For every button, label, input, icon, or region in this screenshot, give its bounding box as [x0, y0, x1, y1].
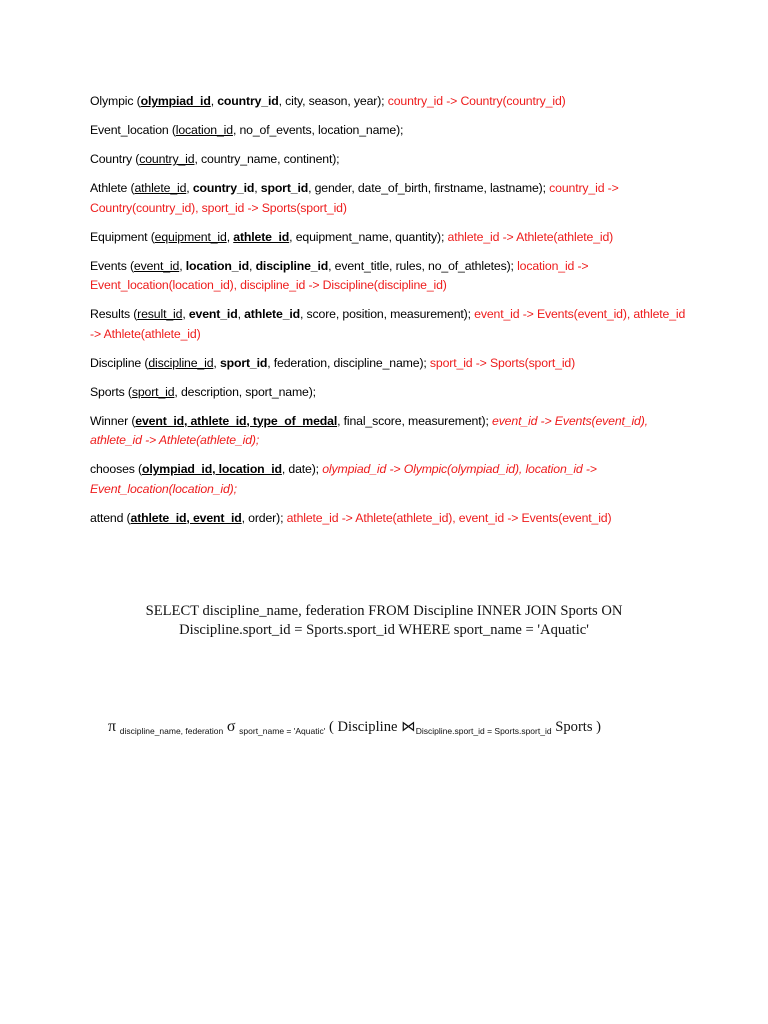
schema-text: , gender, date_of_birth, firstname, lastname);	[308, 181, 550, 195]
primary-key: olympiad_id	[140, 94, 211, 108]
selection-condition: sport_name = 'Aquatic'	[239, 726, 326, 736]
primary-key: olympiad_id, location_id	[141, 462, 282, 476]
sql-query	[0, 602, 768, 640]
schema-text: , description, sport_name);	[174, 384, 316, 399]
schema-text: , country_name, continent);	[194, 152, 340, 166]
primary-key: country_id	[139, 152, 195, 166]
schema-text: , date);	[281, 462, 323, 476]
foreign-key-reference: olympiad_id -> Olympic(olympiad_id), location_id -> Event_location(location_id);	[90, 462, 597, 496]
schema-relation-equipment	[90, 228, 690, 248]
schema-text: athlete_id	[244, 307, 301, 321]
schema-text: event_id	[188, 307, 238, 321]
schema-text: Sports (	[90, 384, 132, 399]
foreign-key-reference: country_id -> Country(country_id)	[387, 94, 566, 108]
schema-relation-attend	[90, 509, 690, 529]
primary-key: athlete_id	[233, 229, 290, 244]
schema-text: Winner (	[90, 413, 136, 428]
foreign-key-reference: country_id -> Country(country_id), sport_id -> Sports(sport_id)	[90, 181, 619, 215]
primary-key: discipline_id	[148, 355, 214, 370]
schema-text: , no_of_events, location_name);	[232, 123, 404, 137]
primary-key: location_id	[175, 123, 233, 137]
schema-text: ,	[226, 229, 234, 244]
schema-text: country_id	[217, 94, 279, 108]
schema-text: ,	[186, 181, 193, 195]
projection-attributes: discipline_name, federation	[119, 726, 224, 736]
sql-line-1: SELECT discipline_name, federation FROM Discipline INNER JOIN Sports ON	[145, 603, 623, 619]
schema-text: country_id	[192, 181, 255, 195]
schema-text: , city, season, year);	[278, 94, 388, 108]
primary-key: equipment_id	[154, 229, 227, 244]
primary-key: event_id	[133, 258, 180, 273]
primary-key: event_id, athlete_id, type_of_medal	[135, 413, 338, 428]
schema-text: sport_id	[260, 181, 309, 195]
schema-text: Results (	[90, 307, 138, 321]
schema-text: attend (	[90, 510, 131, 525]
projection-symbol: π	[108, 718, 117, 735]
primary-key: result_id	[137, 307, 183, 321]
foreign-key-reference: location_id -> Event_location(location_id), discipline_id -> Discipline(discipline_id)	[90, 258, 589, 292]
schema-text: ,	[213, 355, 220, 370]
schema-relation-country	[90, 150, 690, 170]
schema-relation-sports	[90, 383, 690, 403]
left-relation: ( Discipline	[328, 719, 398, 735]
schema-relation-events	[90, 257, 690, 296]
relational-algebra-expression	[108, 716, 601, 742]
schema-text: Athlete (	[90, 181, 135, 195]
schema-text: location_id	[185, 258, 250, 273]
join-symbol: ⋈	[401, 719, 416, 735]
schema-relation-discipline	[90, 354, 690, 374]
foreign-key-reference: event_id -> Events(event_id), athlete_id -> Athlete(athlete_id);	[90, 413, 648, 447]
schema-text: ,	[249, 258, 256, 273]
schema-text: ,	[179, 258, 186, 273]
schema-relation-event-location	[90, 121, 690, 141]
schema-text: Discipline (	[90, 355, 149, 370]
right-relation: Sports )	[555, 719, 602, 735]
schema-text: chooses (	[90, 462, 142, 476]
schema-text: , federation, discipline_name);	[267, 355, 430, 370]
schema-relation-olympic	[90, 92, 690, 112]
schema-text: Olympic (	[90, 94, 141, 108]
relational-schema	[90, 92, 690, 538]
schema-relation-chooses	[90, 460, 690, 499]
schema-text: Equipment (	[90, 229, 155, 244]
schema-text: Country (	[90, 152, 140, 166]
primary-key: sport_id	[131, 384, 175, 399]
foreign-key-reference: athlete_id -> Athlete(athlete_id), event_id -> Events(event_id)	[286, 510, 612, 525]
sql-line-2: Discipline.sport_id = Sports.sport_id WHERE sport_name = 'Aquatic'	[179, 622, 589, 638]
foreign-key-reference: event_id -> Events(event_id), athlete_id -> Athlete(athlete_id)	[90, 307, 686, 341]
schema-text: , event_title, rules, no_of_athletes);	[328, 258, 518, 273]
schema-text: sport_id	[219, 355, 268, 370]
schema-text: ,	[237, 307, 245, 321]
schema-relation-winner	[90, 412, 690, 451]
schema-text: ,	[254, 181, 261, 195]
schema-relation-athlete	[90, 179, 690, 218]
schema-relation-results	[90, 305, 690, 344]
schema-text: discipline_id	[255, 258, 329, 273]
schema-text: ,	[210, 94, 218, 108]
schema-text: ,	[182, 307, 189, 321]
schema-text: , final_score, measurement);	[337, 413, 492, 428]
foreign-key-reference: sport_id -> Sports(sport_id)	[429, 355, 576, 370]
schema-text: , score, position, measurement);	[300, 307, 475, 321]
schema-text: , equipment_name, quantity);	[289, 229, 448, 244]
schema-text: , order);	[241, 510, 287, 525]
foreign-key-reference: athlete_id -> Athlete(athlete_id)	[447, 229, 614, 244]
primary-key: athlete_id	[134, 181, 187, 195]
schema-text: Events (	[90, 258, 134, 273]
primary-key: athlete_id, event_id	[130, 510, 242, 525]
join-condition: Discipline.sport_id = Sports.sport_id	[415, 726, 552, 736]
schema-text: Event_location (	[90, 123, 176, 137]
selection-symbol: σ	[226, 718, 236, 735]
